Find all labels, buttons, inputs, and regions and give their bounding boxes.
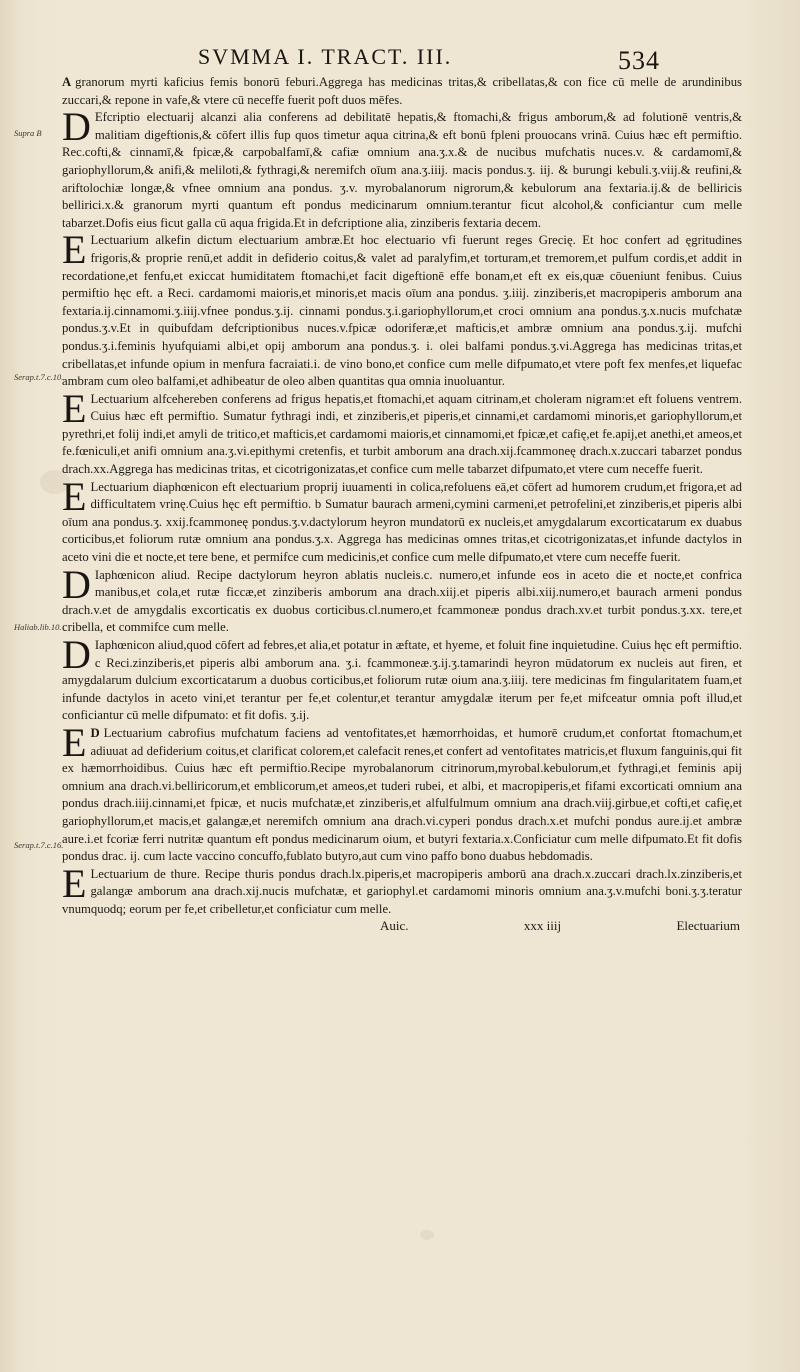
drop-cap: E <box>62 860 87 906</box>
paragraph-text: Iaphœnicon aliud. Recipe dactylorum heyron ablatis nucleis.c. numero,et infunde eos in aceto die et nocte,et confrica manibus,et cola,et rutæ ficcæ,et zinziberis amborum ana drach.xiij.et piperis albi.xiij.numero,et baurach armeni pondus drach.v.et de amygdalis excorticatis ex duobus corticibus.cl.numero,et fcammoneæ pondus drach.xv.et turbit pondus.ʒ.xx. tere,et cribella, et commifce cum melle. <box>62 567 742 635</box>
paragraph-text: Lectuarium diaphœnicon eft electuarium proprij iuuamenti in colica,refoluens eā,et cōfert ad humorem crudum,et frigora,et ad difficultatem vrinę.Cuius hęc eft permiftio. b Sumatur baurach armeni,cymini carmeni,et petrofelini,et zinziberis,et piperis albi oīum ana pondus.ʒ. xxij.fcammoneę pondus.ʒ.v.dactylorum heyron mundatorū ex nucleis,et amygdalarum excorticatarum ex duabus corticibus,et foliorum rutæ omnium ana pondus.ʒ.x. Aggrega has medicinas omnes tritas,et cicotrigonizatas,et infunde dactylos in aceto vini die et nocte,et tere bene, et permifce cum medicinis,et confice cum melle difpumato,et vtere cum neceffe fuerit. <box>62 479 742 565</box>
section-letter: A <box>62 75 72 89</box>
running-title: SVMMA I. TRACT. III. <box>198 44 453 69</box>
margin-note: Haliab.lib.10. <box>14 622 62 632</box>
text-column <box>62 74 742 919</box>
margin-note: Supra B <box>14 128 42 138</box>
paragraph-text: Efcriptio electuarij alcanzi alia conferens ad debilitatē hepatis,& ftomachi,& frigus amborum,& ad folutionē ventris,& malitiam digeftionis,& cōfert illis fup quos timetur aqua citrina,& eft bonū fpleni prouocans vrinā. Cuius hæc eft permiftio. Rec.cofti,& cinnamī,& fpicæ,& carpobalfamī,& cafiæ omnium ana.ʒ.x.& de nucibus mufchatis nuces.v. & cardamomī,& gariophyllorum,& anifi,& meliloti,& fythragi,& neremifch oīum ana.ʒ.iiij. macis pondus.ʒ. iij. & burungi kebuli.ʒ.viij.& reufini,& ariftolochiæ longæ,& vfnee omnium ana pondus. ʒ.v. myrobalanorum nigrorum,& kebulorum ana fextaria.ij.& de belliricis bellirici.x.& granorum myrti quantum eft pondus medicinarum omnium.terantur ficut alcohol,& conficiantur cum melle tabarzet.Dofis eius ficut galla cū aqua frigida.Et in defcriptione alia, zinziberis fextaria decem. <box>62 110 742 230</box>
drop-cap: D <box>62 104 91 150</box>
paragraph <box>62 561 742 637</box>
paragraph-text: Lectuarium de thure. Recipe thuris pondus drach.lx.piperis,et macropiperis amborū ana drach.x.zuccari drach.lx.zinziberis,et galangæ amborum ana drach.xij.nucis mufchatæ, et gariophyl.et cardamomi minoris omnium ana.ʒ.v.mufchi boni.ʒ.ʒ.teratur vnumquodq; eorum per fe,et cribelletur,et conficiatur cum melle. <box>62 866 742 916</box>
catchword-left: Auic. <box>380 918 409 933</box>
paragraph-text: Lectuarium alfcehereben conferens ad frigus hepatis,et ftomachi,et aquam citrinam,et choleram nigram:et eft foluens ventrem. Cuius hæc eft permiftio. Sumatur fythragi indi, et zinziberis,et piperis,et cinnami,et cardamomi minoris,et gariophyllorum,et pyrethri,et folij indi,et amyli de tritico,et mafticis,et cardamomi maioris,et cinnamomi,et fpicæ,et cafię,et fe.apij,et anethi,et ameos,et fe.fœniculi,et anifi omnium ana.ʒ.vi.epithymi cretenfis, et turbit amborum ana drach.xij.fcammoneę drach.x.zuccari tabarzet pondus drach.xx.Aggrega has medicinas tritas, et cicotrigonizatas,et confice cum melle tabarzet difpumato,et vtere cum neceffe fuerit. <box>62 391 742 477</box>
drop-cap: D <box>62 632 91 677</box>
paragraph <box>62 860 742 919</box>
paragraph <box>62 104 742 232</box>
paragraph <box>62 719 742 866</box>
paragraph-text: Lectuarium alkefin dictum electuarium ambræ.Et hoc electuario vfi fuerunt reges Grecię. Et hoc confert ad ęgritudines frigoris,& proprie renū,et addit in defiderio coitus,& valet ad paralyfim,et torturam,et tremorem,et pulfum cordis,et addit in recordatione,et fenfu,et exiccat humiditatem ftomachi,et facit digeftionē effe bonam,et eft ex eis,quæ cōueniunt fenibus. Cuius permiftio hęc eft. a Reci. cardamomi maioris,et minoris,et macis oīum ana pondus. ʒ.iiij. zinziberis,et macropiperis amborum ana fextaria.ij.cinnamomi.ʒ.iiij.vfnee pondus.ʒ.ij. cinnami pondus.ʒ.i.gariophyllorum,et croci omnium ana pondus.ʒ.x.nucis mufchatæ pondus.ʒ.v.Et in quibufdam defcriptionibus nuces.v.fpicæ odoriferæ,et mafticis,et ambræ omnium ana pondus.ʒ.ij. mufchi pondus.ʒ.i.feminis hyufquiami albi,et opij amborum ana pondus.ʒ. i. olei balfami pondus.ʒ.vi.Aggrega has medicinas tritas,et cribellatas,et infunde opium in menfura facraiati.i. de vino bono,et confice cum melle difpumato,et vtere poft fex menfes,et liquefac ambram cum oleo balfami,et adhibeatur de oleo alben quantitas qua omnia inuoluantur. <box>62 233 742 389</box>
paragraph-text: granorum myrti kaficius femis bonorū feburi.Aggrega has medicinas tritas,& cribellatas,& con fice cū melle de arundinibus zuccari,& repone in vafe,& vtere cū neceffe fuerit poft duos mēfes. <box>62 75 742 107</box>
catchword-line <box>380 918 740 934</box>
signature-mark: xxx iiij <box>523 918 562 933</box>
drop-cap: D <box>62 561 91 607</box>
paragraph <box>62 385 742 479</box>
paragraph <box>62 632 742 725</box>
paragraph <box>62 74 742 109</box>
paragraph-text: Iaphœnicon aliud,quod cōfert ad febres,et alia,et potatur in æftate, et hyeme, et foluit fine inquietudine. Cuius hęc eft permiftio. c Reci.zinziberis,et piperis albi amborum ana. ʒ.i. fcammoneæ.ʒ.ij.ʒ.tamarindi heyron mūdatorum ex nucleis aut firen, et amygdalarum dulcium excorticatarum a duobus corticibus,et foliorum rutæ oium ana.ʒ.iiij. tere medicinas fm fingularitatem fuam,et infunde dactylos in aceto vini,et terantur per fe,et colentur,et terantur amygdalæ iterum per fe,et mifceatur omnia poft illud,et conficiantur cū melle difpumato: et fit dofis. ʒ.ij. <box>62 638 742 723</box>
running-head <box>198 44 718 75</box>
paragraph <box>62 227 742 390</box>
drop-cap: E <box>62 227 87 273</box>
paper-stain <box>420 1230 434 1240</box>
catchword-right: Electuarium <box>676 918 740 933</box>
drop-cap: E <box>62 385 87 431</box>
drop-cap: E <box>62 473 87 519</box>
folio-number: 534 <box>618 46 660 75</box>
margin-note: Serap.t.7.c.10. <box>14 372 64 382</box>
drop-cap: E <box>62 719 87 765</box>
section-letter: D <box>90 725 100 740</box>
paragraph <box>62 473 742 567</box>
paragraph-text: Lectuarium cabrofius mufchatum faciens ad ventofitates,et hæmorrhoidas, et humorē crudum,et confortat ftomachum,et adiuuat ad defiderium coitus,et clarificat colorem,et calefacit renes,et confert ad ventofitates matricis,et fluxum fanguinis,qui fit ex hæmorrhoidibus. Cuius hæc eft permiftio.Recipe myrobalanorum citrinorum,myrobal.kebulorum,et fythragi,et feminis apij omnium ana drach.vi.belliricorum,et emblicorum,et ameos,et tuderi rubei, et albi, et macropiperis,et fifami excorticati omnium ana pondus drach.iiij.cinnami,et fpicæ, et nucis mufchatæ,et zinziberis,et alfulfulmum omnium ana drach.viij.girbue,et cofti,et cafię,et gariophyllorum,et macis,et galangæ,et neremifch omnium ana drach.vi.cyperi pondus drach.x.et mufchi pondus aure.ij.et ambræ aure.i.et fcoriæ ferri nutritæ quantum eft pondus medicinarum oium, et butyri fextaria.x.Conficiatur cum melle difpumato.Et fit dofis pondus drac. ij. cum lacte vaccino concuffo,fublato butyro,aut cum vino paffo bono duabus hebdomadis. <box>62 725 742 864</box>
margin-note: Serap.t.7.c.16. <box>14 840 64 850</box>
